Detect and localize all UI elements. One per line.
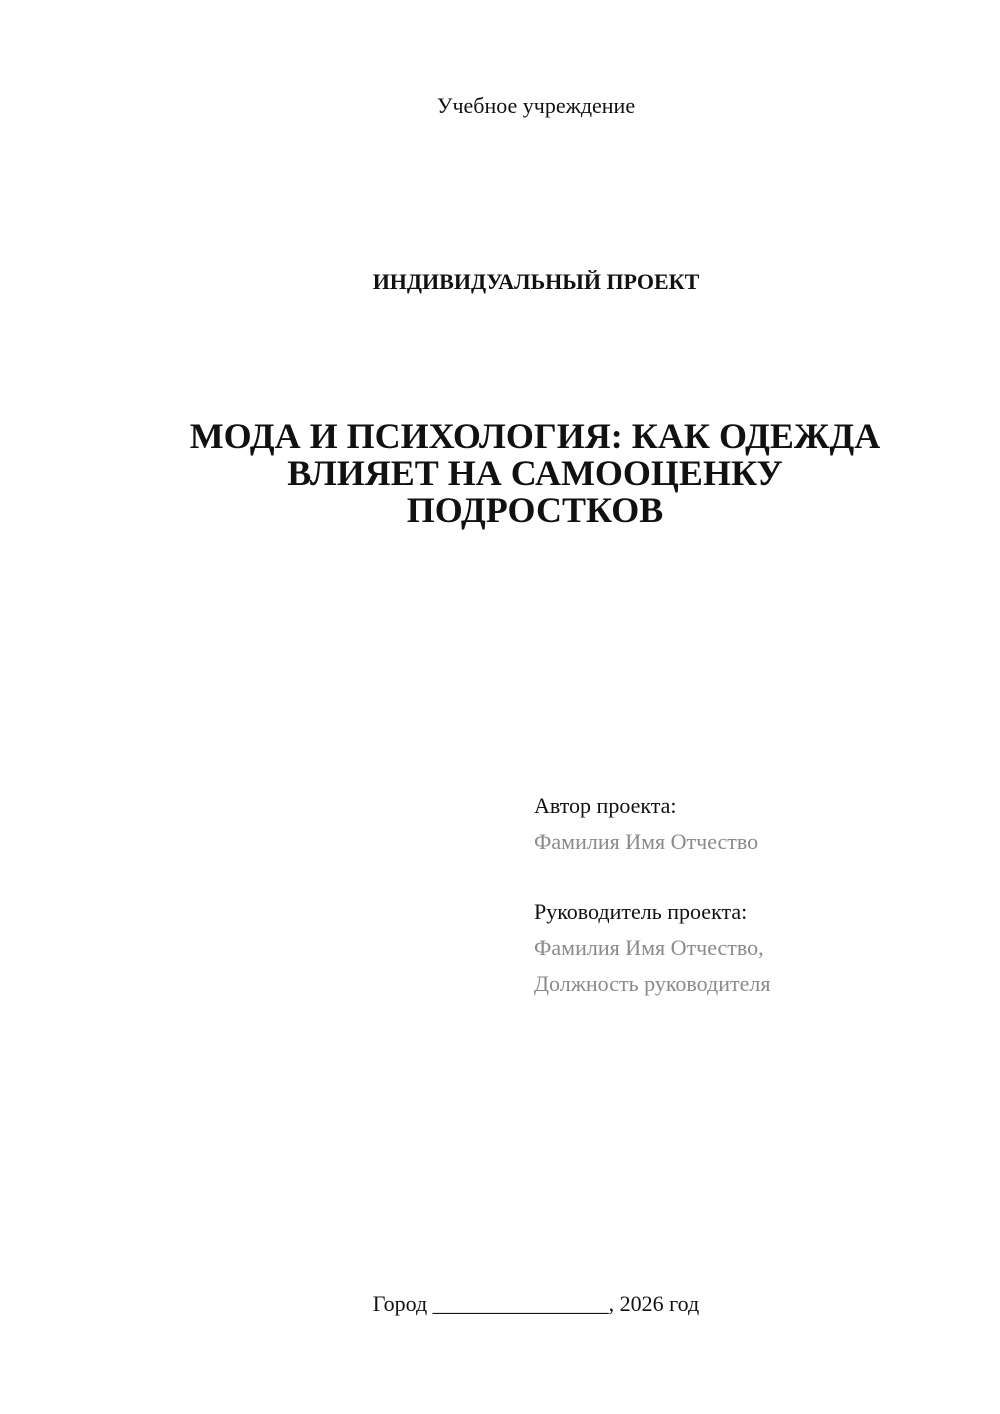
supervisor-label: Руководитель проекта:: [534, 899, 748, 924]
city-year-line: Город ________________, 2026 год: [372, 1291, 700, 1316]
project-title-line-2: ВЛИЯЕТ НА САМООЦЕНКУ: [287, 453, 783, 493]
credits-spacer: [534, 860, 974, 894]
author-name: Фамилия Имя Отчество: [534, 829, 759, 854]
author-label: Автор проекта:: [534, 793, 677, 818]
project-type-heading: ИНДИВИДУАЛЬНЫЙ ПРОЕКТ: [372, 269, 700, 294]
credits-block: [534, 788, 974, 1002]
supervisor-name: Фамилия Имя Отчество,: [534, 935, 764, 960]
institution-name: Учебное учреждение: [436, 93, 636, 118]
project-title-line-1: МОДА И ПСИХОЛОГИЯ: КАК ОДЕЖДА: [189, 416, 881, 456]
project-title: [150, 418, 920, 529]
supervisor-position: Должность руководителя: [534, 971, 771, 996]
project-title-line-3: ПОДРОСТКОВ: [406, 490, 664, 530]
